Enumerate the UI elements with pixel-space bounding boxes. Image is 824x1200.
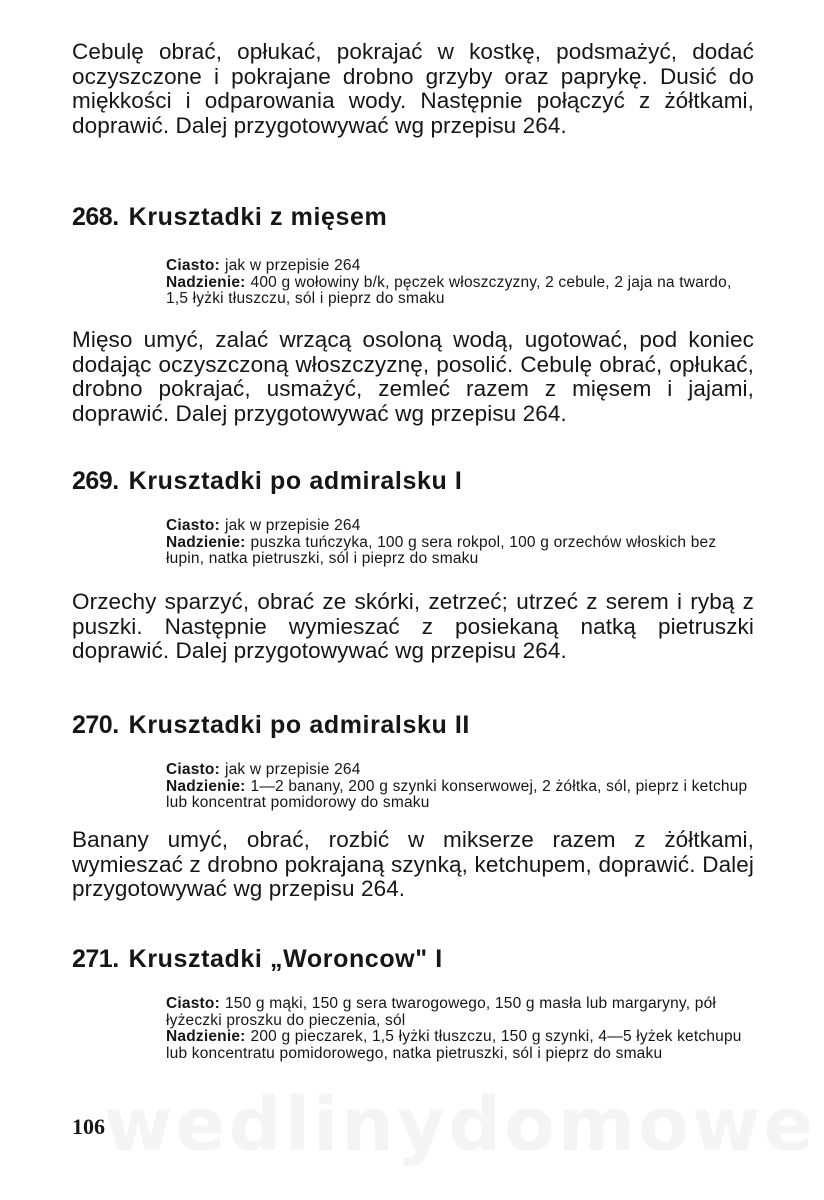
recipe-number: 271.	[72, 945, 119, 973]
recipe-270-method: Banany umyć, obrać, rozbić w mikserze razem z żółtkami, wymieszać z drobno pokrajaną szynką, ketchupem, doprawić. Dalej przygotowywać wg przepisu 264.	[72, 827, 754, 901]
recipe-269-method: Orzechy sparzyć, obrać ze skórki, zetrzeć; utrzeć z serem i rybą z puszki. Następnie wymieszać z posiekaną natką pietruszki doprawić. Dalej przygotowywać wg przepisu 264.	[72, 589, 754, 663]
recipe-268-method: Mięso umyć, zalać wrzącą osoloną wodą, ugotować, pod koniec dodając oczyszczoną włoszczyznę, posolić. Cebulę obrać, opłukać, drobno pokrajać, usmażyć, zemleć razem z mięsem i jajami, doprawić. Dalej przygotowywać wg przepisu 264.	[72, 327, 754, 426]
dough-text: jak w przepisie 264	[224, 257, 361, 274]
watermark-text	[104, 1082, 824, 1168]
dough-label: Ciasto:	[166, 995, 220, 1012]
recipe-number: 268.	[72, 203, 119, 231]
recipe-271-title	[72, 944, 443, 974]
dough-text: 150 g mąki, 150 g sera twarogowego, 150 g masła lub margaryny, pół łyżeczki proszku do pieczenia, sól	[166, 995, 717, 1029]
dough-label: Ciasto:	[166, 257, 220, 274]
recipe-268-ingredients	[166, 258, 756, 308]
dough-label: Ciasto:	[166, 761, 220, 778]
recipe-name: Krusztadki z mięsem	[128, 203, 388, 231]
filling-text: 200 g pieczarek, 1,5 łyżki tłuszczu, 150 g szynki, 4—5 łyżek ketchupu lub koncentratu pomidorowego, natka pietruszki, sól i pieprz do smaku	[166, 1028, 742, 1062]
dough-text: jak w przepisie 264	[224, 517, 361, 534]
recipe-269-title	[72, 466, 462, 496]
recipe-name: Krusztadki „Woroncow" I	[128, 945, 443, 973]
recipe-271-ingredients	[166, 996, 756, 1062]
filling-text: 400 g wołowiny b/k, pęczek włoszczyzny, 2 cebule, 2 jaja na twardo, 1,5 łyżki tłuszczu, sól i pieprz do smaku	[166, 273, 732, 307]
filling-text: puszka tuńczyka, 100 g sera rokpol, 100 g orzechów włoskich bez łupin, natka pietruszki, sól i pieprz do smaku	[166, 533, 717, 567]
recipe-269-ingredients	[166, 518, 756, 568]
recipe-number: 270.	[72, 711, 119, 739]
recipe-name: Krusztadki po admiralsku II	[128, 711, 470, 739]
recipe-268-title	[72, 202, 387, 232]
filling-label: Nadzienie:	[166, 777, 246, 795]
recipe-name: Krusztadki po admiralsku I	[128, 467, 463, 495]
filling-label: Nadzienie:	[166, 1028, 246, 1045]
filling-label: Nadzienie:	[166, 273, 246, 291]
recipe-270-ingredients	[166, 762, 756, 812]
intro-paragraph: Cebulę obrać, opłukać, pokrajać w kostkę, podsmażyć, dodać oczyszczone i pokrajane drobno grzyby oraz paprykę. Dusić do miękkości i odparowania wody. Następnie połączyć z żółtkami, doprawić. Dalej przygotowywać wg przepisu 264.	[72, 39, 754, 138]
filling-text: 1—2 banany, 200 g szynki konserwowej, 2 żółtka, sól, pieprz i ketchup lub koncentrat pomidorowy do smaku	[166, 777, 748, 811]
recipe-270-title	[72, 710, 470, 740]
filling-label: Nadzienie:	[166, 533, 246, 551]
dough-text: jak w przepisie 264	[224, 761, 361, 778]
recipe-number: 269.	[72, 467, 119, 495]
page-number: 106	[72, 1114, 105, 1139]
dough-label: Ciasto:	[166, 517, 220, 534]
